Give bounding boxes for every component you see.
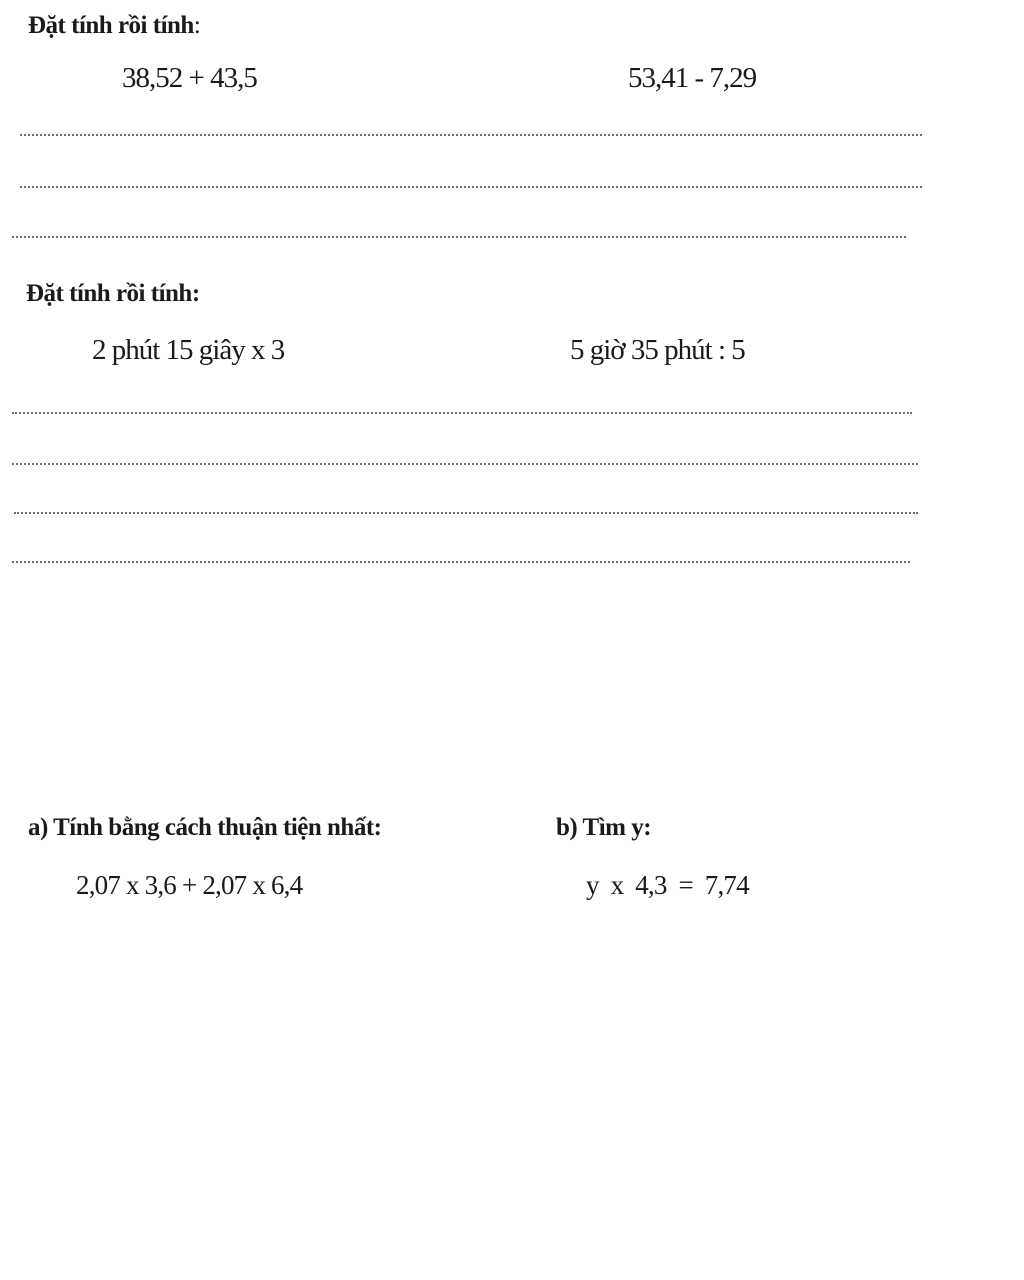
section2-heading: Đặt tính rồi tính: xyxy=(26,280,200,307)
part-a-expression: 2,07 x 3,6 + 2,07 x 6,4 xyxy=(76,870,303,900)
section2-expression-left: 2 phút 15 giây x 3 xyxy=(92,334,285,366)
answer-line xyxy=(20,134,922,136)
answer-line xyxy=(14,512,918,514)
answer-line xyxy=(12,463,918,465)
part-b-expression: y x 4,3 = 7,74 xyxy=(586,870,749,900)
part-a-heading: a) Tính bằng cách thuận tiện nhất: xyxy=(28,814,382,841)
answer-line xyxy=(12,561,910,563)
answer-line xyxy=(20,186,922,188)
part-b-heading: b) Tìm y: xyxy=(556,814,652,841)
section1-expression-right: 53,41 - 7,29 xyxy=(628,62,757,94)
section1-heading: Đặt tính rồi tính: xyxy=(28,12,201,39)
answer-line xyxy=(12,412,912,414)
answer-line xyxy=(12,236,906,238)
section2-expression-right: 5 giờ 35 phút : 5 xyxy=(570,334,745,366)
section1-expression-left: 38,52 + 43,5 xyxy=(122,62,257,94)
